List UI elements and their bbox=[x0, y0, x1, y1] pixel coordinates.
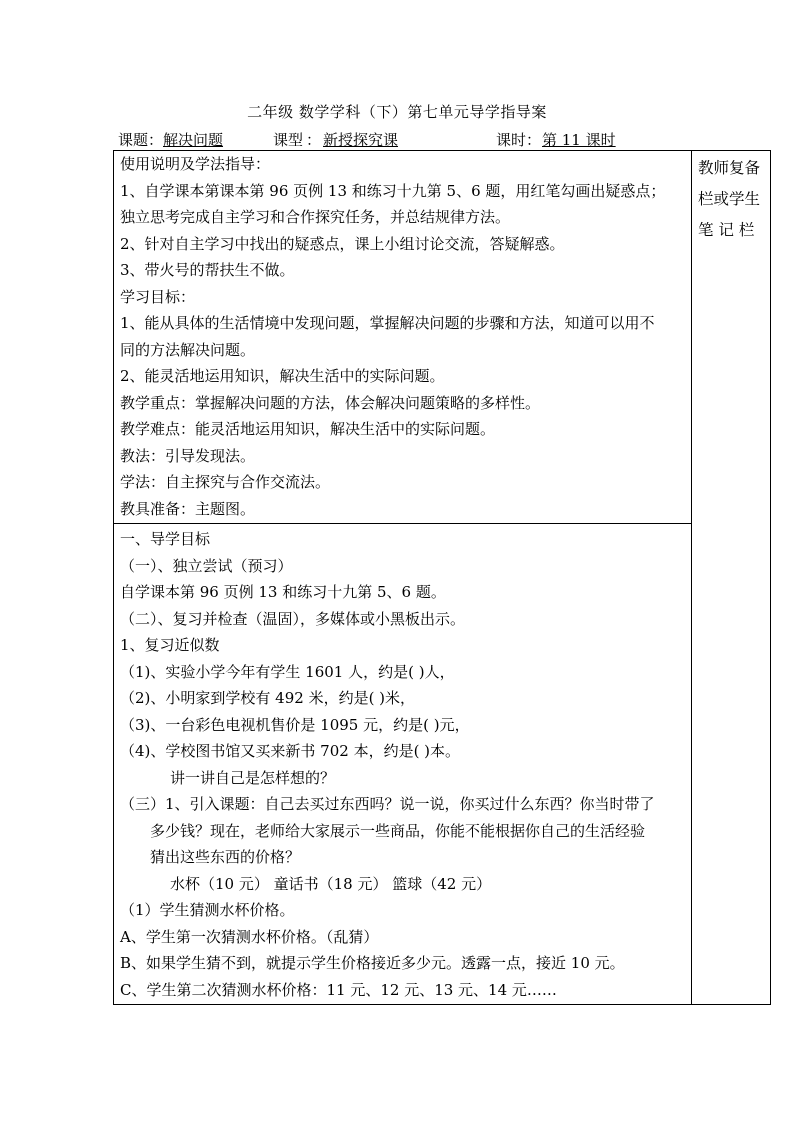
lesson-meta bbox=[118, 129, 778, 151]
text-line: A、学生第一次猜测水杯价格。（乱猜） bbox=[120, 927, 379, 946]
notes-line: 笔 记 栏 bbox=[698, 221, 755, 239]
text-line: （二）、复习并检查（温固），多媒体或小黑板出示。 bbox=[120, 609, 466, 628]
text-line: （一）、独立尝试（预习） bbox=[120, 556, 293, 575]
text-line: 2、能灵活地运用知识，解决生活中的实际问题。 bbox=[120, 367, 445, 385]
text-line: （4)、学校图书馆又买来新书 702 本，约是( )本。 bbox=[120, 742, 461, 760]
text-line: 水杯（10 元） 童话书（18 元） 篮球（42 元） bbox=[170, 874, 492, 893]
text-line: 教学重点：掌握解决问题的方法，体会解决问题策略的多样性。 bbox=[120, 393, 541, 412]
text-line: 同的方法解决问题。 bbox=[120, 340, 256, 359]
text-line: 1、能从具体的生活情境中发现问题，掌握解决问题的步骤和方法，知道可以用不 bbox=[120, 314, 655, 332]
page-title: 二年级 数学学科（下）第七单元导学指导案 bbox=[247, 103, 547, 121]
notes-line: 栏或学生 bbox=[698, 190, 761, 208]
text-line: 学习目标： bbox=[120, 287, 196, 306]
text-line: （三）1、引入课题：自己去买过东西吗？说一说，你买过什么东西？你当时带了 bbox=[120, 795, 655, 813]
text-line: 猜出这些东西的价格？ bbox=[150, 848, 301, 866]
lesson-table bbox=[113, 150, 771, 1005]
text-line: B、如果学生猜不到，就提示学生价格接近多少元。透露一点，接近 10 元。 bbox=[120, 954, 625, 972]
instructions-content bbox=[114, 151, 691, 522]
text-line: 讲一讲自己是怎样想的？ bbox=[170, 768, 336, 787]
text-line: 独立思考完成自主学习和合作探究任务，并总结规律方法。 bbox=[120, 208, 511, 226]
text-line: 3、带火号的帮扶生不做。 bbox=[120, 261, 295, 279]
text-line: 自学课本第 96 页例 13 和练习十九第 5、6 题。 bbox=[120, 583, 446, 601]
text-line: 一、导学目标 bbox=[120, 530, 211, 548]
text-line: C、学生第二次猜测水杯价格：11 元、12 元、13 元、14 元…… bbox=[120, 980, 557, 999]
topic-label: 课题： bbox=[118, 131, 164, 149]
notes-line: 教师复备 bbox=[698, 159, 761, 177]
type-separator: ： bbox=[306, 131, 322, 149]
notes-column bbox=[692, 151, 771, 1005]
text-line: 学法：自主探究与合作交流法。 bbox=[120, 473, 331, 491]
text-line: （1）学生猜测水杯价格。 bbox=[120, 901, 295, 919]
notes-header bbox=[692, 151, 770, 246]
text-line: 多少钱？现在，老师给大家展示一些商品，你能不能根据你自己的生活经验 bbox=[150, 821, 646, 840]
topic-value: 解决问题 bbox=[163, 131, 224, 149]
type-value: 新授探究课 bbox=[323, 131, 399, 149]
guide-cell bbox=[114, 524, 692, 1005]
instructions-cell bbox=[114, 151, 692, 524]
text-line: （1)、实验小学今年有学生 1601 人，约是( )人， bbox=[120, 662, 455, 681]
text-line: （3)、一台彩色电视机售价是 1095 元，约是( )元， bbox=[120, 715, 470, 734]
text-line: 教具准备：主题图。 bbox=[120, 499, 256, 518]
text-line: 教法：引导发现法。 bbox=[120, 446, 256, 465]
text-line: 教学难点：能灵活地运用知识，解决生活中的实际问题。 bbox=[120, 420, 496, 438]
text-line: 1、自学课本第课本第 96 页例 13 和练习十九第 5、6 题，用红笔勾画出疑惑点； bbox=[120, 181, 666, 200]
guide-content bbox=[114, 524, 691, 1003]
text-line: 2、针对自主学习中找出的疑惑点，课上小组讨论交流，答疑解惑。 bbox=[120, 234, 565, 253]
text-line: 1、复习近似数 bbox=[120, 636, 220, 654]
text-line: 使用说明及学法指导： bbox=[120, 155, 271, 173]
period-value: 第 11 课时 bbox=[542, 131, 616, 149]
period-label: 课时： bbox=[496, 131, 542, 149]
text-line: （2)、小明家到学校有 492 米，约是( )米， bbox=[120, 689, 416, 707]
type-label: 课型 bbox=[273, 131, 304, 149]
